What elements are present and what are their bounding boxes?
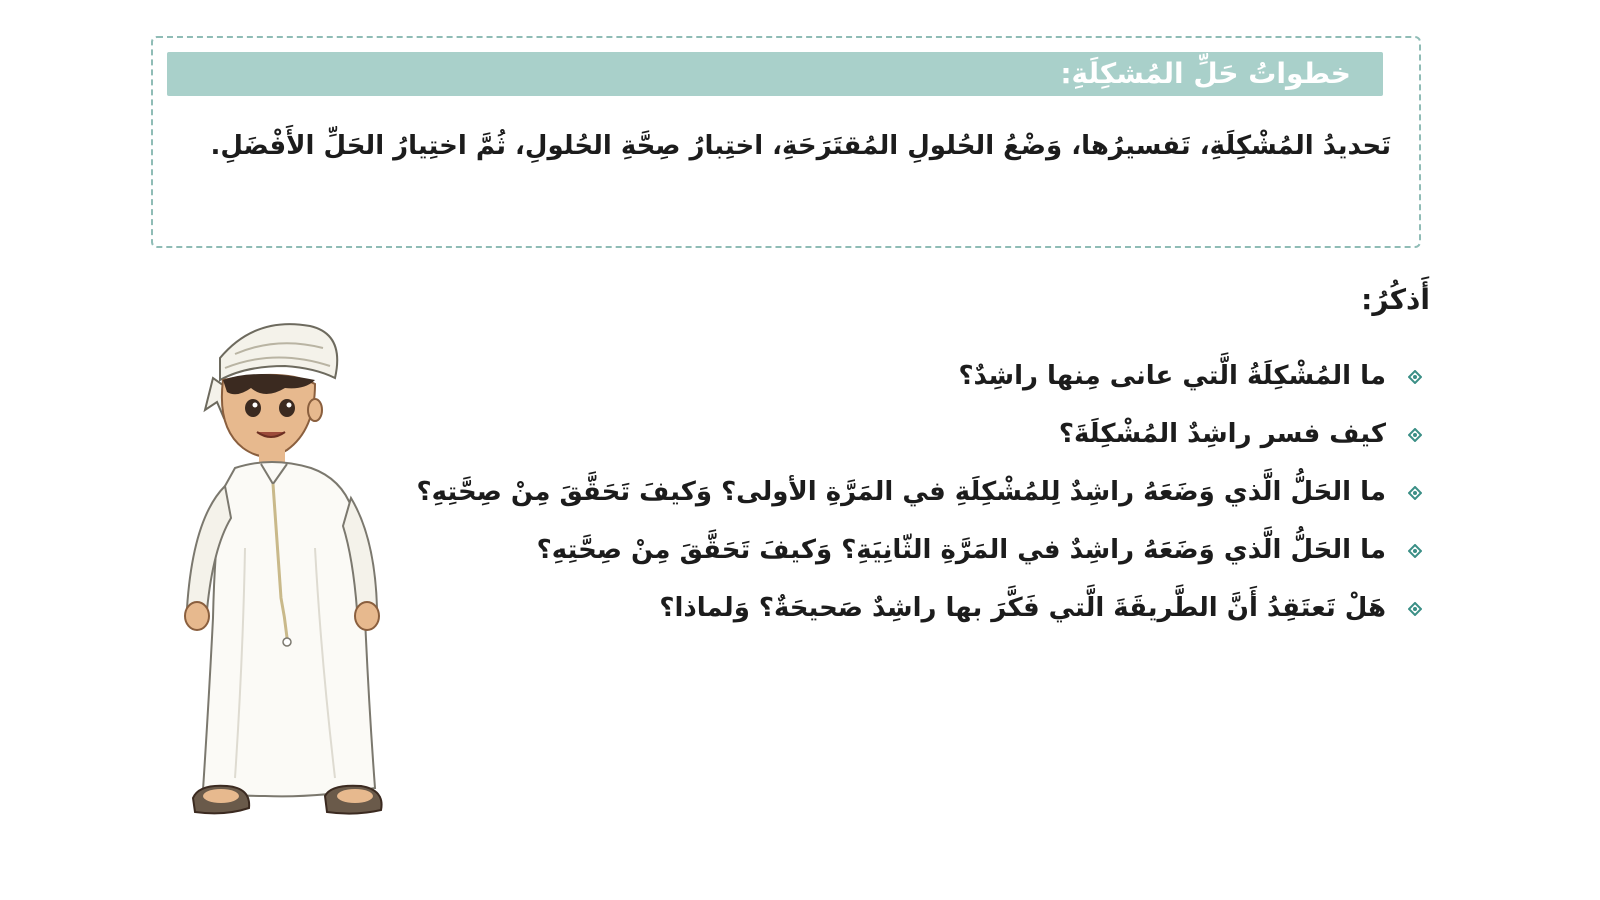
question-item — [372, 528, 1422, 586]
question-text: كيف فسر راشِدٌ المُشْكِلَةَ؟ — [1058, 419, 1386, 449]
remember-heading: أَذكُرُ: — [1361, 283, 1430, 316]
steps-text: تَحديدُ المُشْكِلَةِ، تَفسيرُها، وَضْعُ الحُلولِ المُقتَرَحَةِ، اختِبارُ صِحَّةِ الحُلولِ، ثُمَّ اختِيارُ الحَلِّ الأَفْضَلِ. — [210, 131, 1391, 161]
diamond-bullet-icon — [1408, 602, 1422, 616]
steps-header-band — [167, 52, 1383, 96]
diamond-bullet-icon — [1408, 544, 1422, 558]
boy-in-dishdasha-illustration — [165, 318, 415, 843]
question-item — [372, 354, 1422, 412]
problem-solving-steps-box — [151, 36, 1421, 248]
question-text: هَلْ تَعتَقِدُ أَنَّ الطَّريقَةَ الَّتي فَكَّرَ بها راشِدٌ صَحيحَةٌ؟ وَلماذا؟ — [659, 593, 1386, 623]
question-text: ما الحَلُّ الَّذي وَضَعَهُ راشِدٌ لِلمُشْكِلَةِ في المَرَّةِ الأولى؟ وَكيفَ تَحَقَّقَ مِنْ صِحَّتِهِ؟ — [416, 477, 1386, 507]
question-item — [372, 470, 1422, 528]
question-list — [372, 354, 1422, 644]
diamond-bullet-icon — [1408, 370, 1422, 384]
question-item — [372, 586, 1422, 644]
question-text: ما الحَلُّ الَّذي وَضَعَهُ راشِدٌ في المَرَّةِ الثّانِيَةِ؟ وَكيفَ تَحَقَّقَ مِنْ صِحَّتِهِ؟ — [536, 535, 1386, 565]
question-item — [372, 412, 1422, 470]
diamond-bullet-icon — [1408, 486, 1422, 500]
question-text: ما المُشْكِلَةُ الَّتي عانى مِنها راشِدٌ؟ — [958, 361, 1386, 391]
diamond-bullet-icon — [1408, 428, 1422, 442]
steps-title: خطواتُ حَلِّ المُشكِلَةِ: — [1060, 57, 1351, 90]
